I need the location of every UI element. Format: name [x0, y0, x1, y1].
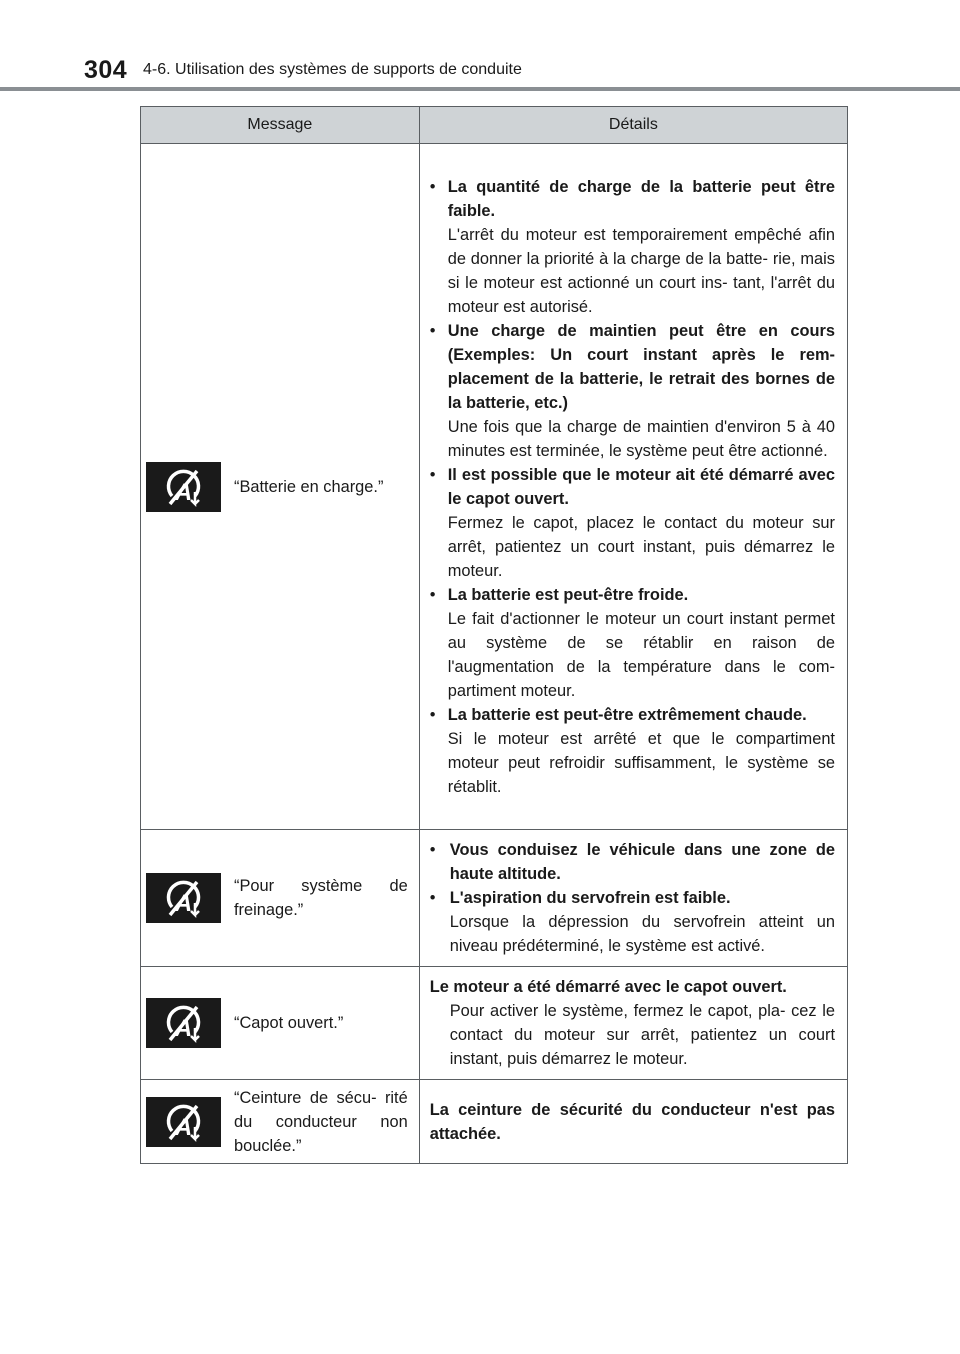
- item-title: La quantité de charge de la batterie peut être faible.: [447, 177, 835, 220]
- bullet-mark: •: [429, 841, 436, 859]
- item-title: Il est possible que le moteur ait été démarré avec le capot ouvert.: [447, 465, 835, 508]
- table-row: [141, 830, 848, 967]
- item-title: Vous conduisez le véhicule dans une zone de haute altitude.: [449, 841, 835, 883]
- message-table: [140, 106, 848, 1164]
- item-title: La batterie est peut-être extrêmement chaude.: [447, 705, 807, 724]
- list-item: [430, 886, 835, 958]
- table-row: [141, 144, 848, 830]
- list-item: [430, 838, 835, 886]
- item-title: La batterie est peut-être froide.: [447, 585, 689, 604]
- table-row: [141, 967, 848, 1080]
- item-text: Lorsque la dépression du servofrein atteint un niveau prédéterminé, le système est activé.: [449, 913, 835, 955]
- item-text: Le fait d'actionner le moteur un court instant permet au système de se rétablir en raison de l'augmentation de la température dans le com- partiment moteur.: [447, 609, 835, 700]
- table-row: [141, 1080, 848, 1164]
- list-item: [430, 319, 835, 463]
- item-text: Fermez le capot, placez le contact du moteur sur arrêt, patientez un court instant, puis démarrez le moteur.: [447, 513, 835, 580]
- message-text: “Capot ouvert.”: [234, 1014, 344, 1032]
- item-text: Une fois que la charge de maintien d'environ 5 à 40 minutes est terminée, le système peut être actionné.: [447, 417, 835, 460]
- stop-start-system-off-icon: [146, 1097, 221, 1147]
- item-title: L'aspiration du servofrein est faible.: [449, 889, 731, 907]
- list-item: [430, 583, 835, 703]
- stop-start-system-off-icon: [146, 998, 221, 1048]
- item-text: L'arrêt du moteur est temporairement empêché afin de donner la priorité à la charge de la batte- rie, mais si le moteur est actionné un court ins- tant, l'arrêt du moteur est autorisé.: [447, 225, 835, 316]
- page-number: 304: [84, 56, 128, 84]
- bullet-mark: •: [429, 321, 436, 340]
- item-text: Pour activer le système, fermez le capot, pla- cez le contact du moteur sur arrêt, patientez un court instant, puis démarrez le moteur.: [449, 1002, 835, 1068]
- list-item: [430, 175, 835, 319]
- details-cell: [419, 830, 847, 967]
- page-header: [0, 0, 960, 92]
- stop-start-system-off-icon: [146, 462, 221, 512]
- message-cell: [141, 144, 420, 830]
- message-text: “Pour système de freinage.”: [234, 877, 408, 919]
- table-header-row: [141, 107, 848, 144]
- message-text: “Batterie en charge.”: [234, 477, 384, 496]
- details-cell: [419, 144, 847, 830]
- item-text: Si le moteur est arrêté et que le compartiment moteur peut refroidir suffisamment, le système se rétablit.: [447, 729, 835, 796]
- message-cell: [141, 1080, 420, 1164]
- bullet-mark: •: [429, 585, 436, 604]
- item-title: Le moteur a été démarré avec le capot ouvert.: [429, 978, 787, 996]
- list-item: [430, 463, 835, 583]
- item-title: La ceinture de sécurité du conducteur n'est pas attachée.: [429, 1100, 835, 1143]
- header-divider: [0, 87, 960, 91]
- message-text: “Ceinture de sécu- rité du conducteur non bouclée.”: [234, 1088, 408, 1155]
- message-cell: [141, 830, 420, 967]
- section-title: 4-6. Utilisation des systèmes de supports de conduite: [143, 61, 522, 78]
- details-cell: [419, 1080, 847, 1164]
- bullet-mark: •: [429, 705, 436, 724]
- message-cell: [141, 967, 420, 1080]
- bullet-mark: •: [429, 465, 436, 484]
- item-title: Une charge de maintien peut être en cours (Exemples: Un court instant après le rem- placement de la batterie, le retrait des bornes de la batterie, etc.): [447, 321, 835, 412]
- column-header-details: Détails: [419, 107, 847, 144]
- stop-start-system-off-icon: [146, 873, 221, 923]
- column-header-message: Message: [141, 107, 420, 144]
- bullet-mark: •: [429, 889, 436, 907]
- bullet-mark: •: [429, 177, 436, 196]
- details-cell: [419, 967, 847, 1080]
- list-item: [430, 703, 835, 799]
